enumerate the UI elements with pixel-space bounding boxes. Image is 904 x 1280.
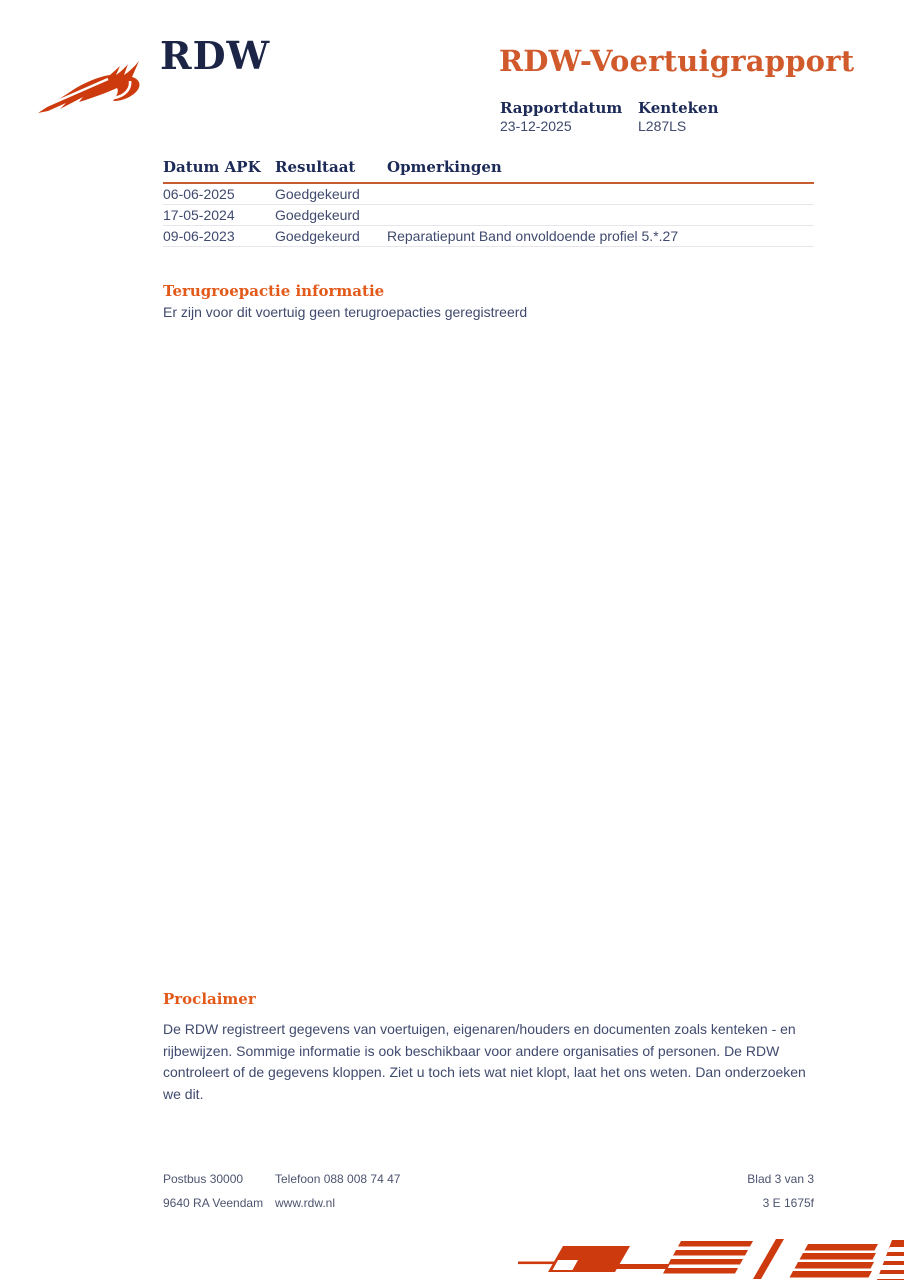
cell-datum-apk: 17-05-2024 xyxy=(163,207,235,223)
footer-phone: Telefoon 088 008 74 47 xyxy=(275,1172,401,1186)
license-plate-label: Kenteken xyxy=(638,99,719,117)
table-row xyxy=(163,184,814,205)
proclaimer-body: De RDW registreert gegevens van voertuigen, eigenaren/houders en documenten zoals kenteken - en rijbewijzen. Sommige informatie is ook beschikbaar voor andere organisaties of personen. De RDW controleert of de gegevens kloppen. Ziet u toch iets wat niet klopt, laat het ons weten. Dan onderzoeken we dit. xyxy=(163,1021,806,1102)
column-header-datum-apk: Datum APK xyxy=(163,158,261,176)
recall-section-body: Er zijn voor dit voertuig geen terugroepacties geregistreerd xyxy=(163,304,528,320)
report-date-label: Rapportdatum xyxy=(500,99,623,117)
page-title: RDW-Voertuigrapport xyxy=(499,44,855,78)
speed-lines-icon xyxy=(518,1238,904,1280)
footer-website: www.rdw.nl xyxy=(275,1196,336,1210)
footer-document-code: 3 E 1675f xyxy=(762,1196,814,1210)
report-date-value: 23-12-2025 xyxy=(500,118,572,134)
footer-city: 9640 RA Veendam xyxy=(163,1196,264,1210)
table-header-row xyxy=(163,158,814,184)
cell-resultaat: Goedgekeurd xyxy=(275,186,360,202)
cell-datum-apk: 06-06-2025 xyxy=(163,186,235,202)
recall-section-heading: Terugroepactie informatie xyxy=(163,282,385,300)
column-header-opmerkingen: Opmerkingen xyxy=(387,158,502,176)
cell-resultaat: Goedgekeurd xyxy=(275,207,360,223)
footer-postbus: Postbus 30000 xyxy=(163,1172,244,1186)
column-header-resultaat: Resultaat xyxy=(275,158,356,176)
rdw-wing-icon xyxy=(36,53,151,117)
apk-history-table xyxy=(163,158,814,247)
cell-resultaat: Goedgekeurd xyxy=(275,228,360,244)
license-plate-value: L287LS xyxy=(638,118,687,134)
cell-datum-apk: 09-06-2023 xyxy=(163,228,235,244)
footer-page-indicator: Blad 3 van 3 xyxy=(747,1172,814,1186)
brand-logotype: RDW xyxy=(160,33,271,78)
cell-opmerkingen: Reparatiepunt Band onvoldoende profiel 5.*.27 xyxy=(387,228,679,244)
table-row xyxy=(163,205,814,226)
table-row xyxy=(163,226,814,247)
proclaimer-heading: Proclaimer xyxy=(163,990,256,1008)
